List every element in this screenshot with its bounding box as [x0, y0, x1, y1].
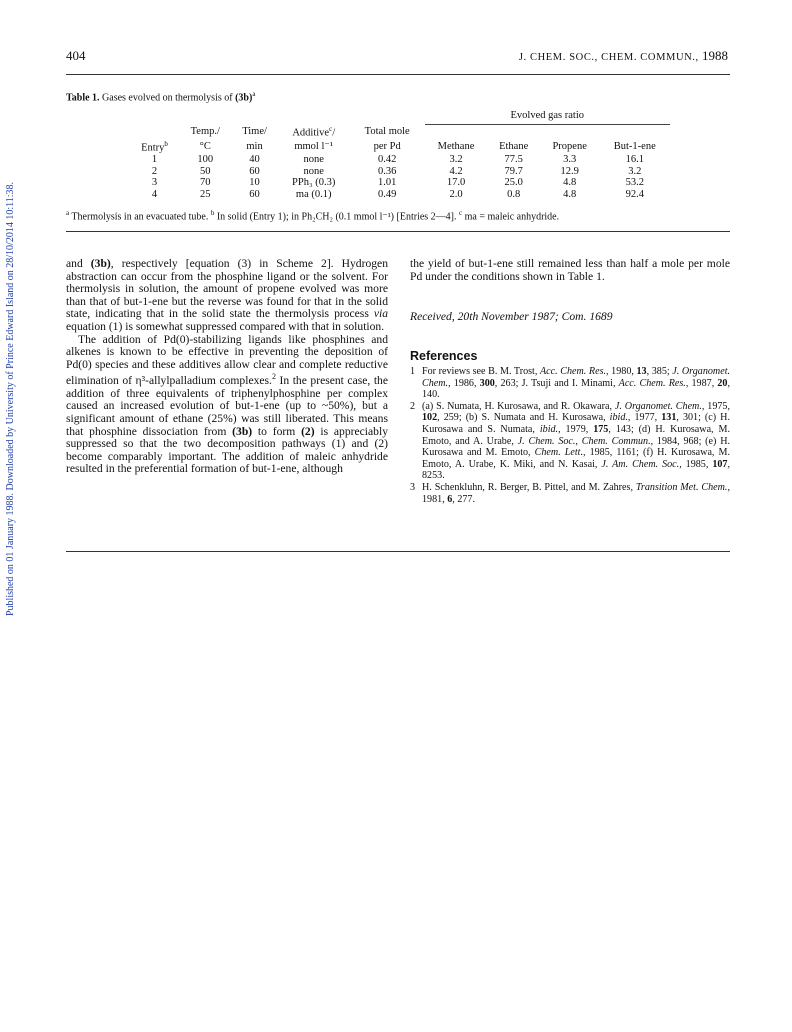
- table-caption-sup: a: [252, 90, 256, 98]
- table-cell: 0.36: [378, 165, 397, 177]
- table-row: [130, 166, 670, 178]
- table-cell: 1: [151, 154, 158, 165]
- table-bottom-rule: [66, 231, 730, 232]
- paragraph: The addition of Pd(0)-stabilizing ligands like phosphines and alkenes is known to be effective in preventing the deposition of Pd(0) species and these additives allow clear and complete reductive elimination of η³-allylpalladium complexes.$^2$ In the present case, the addition of three equivalents of triphenylphosphine per complex caused an increased evolution of but-1-ene (up to ~50%), but a significant amount of ethane (25%) was still liberated. This means that phosphine dissociation from (3b) to form (2) is appreciably suppressed so that the two decomposition pathways (1) and (2) become comparably important. The addition of maleic anhydride resulted in the preferential formation of but-1-ene, although: [66, 332, 388, 476]
- table-cell: 70: [200, 177, 211, 188]
- received-date: Received, 20th November 1987; Com. 1689: [410, 310, 613, 323]
- journal-year: 1988: [702, 48, 728, 63]
- table-cell: 92.4: [625, 188, 644, 200]
- table-cell: 4: [151, 188, 158, 200]
- table-cell: 4.2: [449, 165, 463, 177]
- table-header-cell: [425, 124, 488, 139]
- reference-text: 20: [717, 377, 728, 389]
- reference-text: J. Organomet. Chem.: [614, 400, 702, 412]
- table-cell: ma (0.1): [295, 188, 332, 200]
- table-header-row-1: [130, 124, 670, 139]
- reference-text: , 140.: [422, 377, 730, 401]
- reference-text: J. Chem. Soc., Chem. Commun.: [517, 435, 651, 447]
- table-cell: 60: [249, 165, 260, 177]
- table-cell: 2: [151, 165, 158, 177]
- reference-text: , 263; J. Tsuji and I. Minami,: [494, 377, 619, 389]
- reference-text: Acc. Chem. Res.: [540, 366, 607, 377]
- footnote-b-text: In solid (Entry 1); in Ph₂CH₂ (0.1 mmol l⁻¹) [Entries 2—4].: [214, 211, 460, 223]
- table-cell: 0.49: [378, 188, 397, 200]
- table-cell: 16.1: [625, 154, 644, 165]
- reference-text: 102: [422, 412, 438, 424]
- table-header-cell: [540, 124, 600, 139]
- page-number: 404: [66, 48, 86, 63]
- reference-item: [410, 482, 730, 505]
- reference-text: , 1980,: [606, 366, 637, 377]
- table-header-cell: min: [246, 140, 263, 152]
- table-body: [130, 154, 670, 200]
- footnote-b-sup: b: [210, 209, 215, 217]
- table-header-cell: Entry$^b$: [141, 140, 168, 154]
- reference-text: , 1985, 1161; (f) H. Kurosawa, M. Emoto, A. Urabe, K. Miki, and N. Kasai,: [422, 447, 730, 470]
- reference-text: 6: [447, 493, 453, 505]
- reference-text: , 1987,: [685, 377, 718, 389]
- table-cell: 4.8: [563, 188, 577, 200]
- table-cell: 77.5: [504, 154, 523, 165]
- reference-text: 175: [593, 423, 609, 435]
- table-header-cell: mmol l⁻¹: [294, 140, 334, 152]
- publication-stamp: Published on 01 January 1988. Downloaded by University of Prince Edward Island on 28/10/2014 10:11:38.: [5, 181, 16, 617]
- table-header-cell: [488, 124, 540, 139]
- table-cell: 50: [200, 165, 211, 177]
- reference-text: , 259; (b) S. Numata and H. Kurosawa,: [437, 412, 610, 424]
- table-cell: 0.42: [378, 154, 397, 165]
- reference-text: H. Schenkluhn, R. Berger, B. Pittel, and M. Zahres,: [422, 481, 636, 493]
- footnote-c-sup: c: [459, 209, 463, 217]
- table-header-cell: Total mole: [364, 125, 410, 137]
- reference-text: , 8253.: [422, 458, 730, 482]
- table-header-cell: Time/: [242, 125, 267, 137]
- table-cell: 17.0: [446, 177, 466, 188]
- reference-text: 13: [636, 366, 647, 377]
- table-cell: PPh₃ (0.3): [292, 177, 336, 188]
- table-row: [130, 154, 670, 166]
- table-footnote: [66, 209, 559, 222]
- references-heading: References: [410, 349, 478, 363]
- gas-ratio-table: [130, 110, 670, 200]
- table-header-cell: °C: [199, 140, 211, 152]
- reference-text: Transition Met. Chem.: [635, 481, 728, 493]
- table-cell: 1.01: [378, 177, 397, 188]
- reference-text: ibid.: [609, 412, 628, 424]
- reference-text: , 1985,: [679, 458, 713, 470]
- reference-text: 300: [479, 377, 495, 389]
- reference-text: , 1981,: [422, 481, 730, 505]
- footnote-c-text: ma = maleic anhydride.: [462, 211, 560, 223]
- reference-text: J. Am. Chem. Soc.: [601, 458, 680, 470]
- table-header-cell: Additive$^c$/: [292, 125, 336, 139]
- table-cell: 3.3: [563, 154, 577, 165]
- table-cell: 3.2: [449, 154, 463, 165]
- table-row: [130, 189, 670, 201]
- reference-text: J. Organomet. Chem.: [422, 366, 731, 389]
- reference-text: , 1986,: [448, 377, 480, 389]
- table-cell: 4.8: [563, 177, 577, 188]
- reference-item: [410, 366, 730, 401]
- reference-text: Chem. Lett.: [534, 447, 583, 459]
- reference-item: [410, 401, 730, 482]
- reference-number: 2: [410, 400, 416, 412]
- table-cell: 3: [151, 177, 158, 188]
- reference-number: 1: [410, 366, 416, 377]
- table-cell: 10: [249, 177, 260, 188]
- table-header-cell: Ethane: [499, 140, 529, 152]
- journal-name: J. CHEM. SOC., CHEM. COMMUN.,: [518, 52, 699, 63]
- table-cell: 12.9: [560, 165, 579, 177]
- table-cell: 53.2: [625, 177, 644, 188]
- header-rule: [66, 74, 730, 75]
- table-cell: 0.8: [507, 188, 521, 200]
- table-cell: none: [303, 154, 324, 165]
- footnote-a-text: Thermolysis in an evacuated tube.: [69, 211, 211, 223]
- left-column: [66, 258, 388, 476]
- right-column: [410, 258, 730, 283]
- reference-text: (a) S. Numata, H. Kurosawa, and R. Okawara,: [422, 400, 615, 412]
- reference-text: , 1979,: [558, 423, 594, 435]
- table-cell: 79.7: [504, 165, 523, 177]
- table-header-cell: [600, 124, 670, 139]
- table-cell: 25: [200, 188, 211, 200]
- reference-number: 3: [410, 481, 416, 493]
- table-header-cell: Propene: [552, 140, 587, 152]
- table-header-cell: But-1-ene: [613, 140, 656, 152]
- table-header-cell: [130, 124, 179, 139]
- reference-text: ibid.: [539, 423, 559, 435]
- reference-text: , 1975,: [701, 400, 730, 412]
- table-cell: 60: [249, 188, 260, 200]
- table-caption-text: Gases evolved on thermolysis of: [102, 92, 236, 104]
- table-row: [130, 177, 670, 189]
- paragraph: the yield of but-1-ene still remained less than half a mole per mole Pd under the conditions shown in Table 1.: [410, 257, 730, 283]
- table-header-cell: Methane: [437, 140, 475, 152]
- table-cell: none: [303, 165, 324, 177]
- footnote-a-sup: a: [66, 209, 70, 217]
- table-cell: 100: [197, 154, 214, 165]
- table-header-cell: per Pd: [373, 140, 401, 152]
- table-cell: 3.2: [628, 165, 642, 177]
- reference-text: For reviews see B. M. Trost,: [422, 366, 540, 377]
- reference-text: , 1977,: [627, 412, 662, 424]
- table-caption: [66, 90, 255, 103]
- reference-text: , 385;: [646, 366, 673, 377]
- reference-text: 107: [712, 458, 728, 470]
- paragraph: and (3b), respectively [equation (3) in Scheme 2]. Hydrogen abstraction can occur from the phosphine ligand or the solvent. For thermolysis in solution, the amount of propene evolved was more than that of but-1-ene but the reverse was found for that in the solid state, indicating that in the solid state the thermolysis process via equation (1) is somewhat suppressed compared with that in solution.: [66, 257, 388, 333]
- table-cell: 2.0: [449, 188, 463, 200]
- group-header-evolved-gas-ratio: Evolved gas ratio: [425, 110, 670, 124]
- reference-text: , 143; (d) H. Kurosawa, M. Emoto, and A. Urabe,: [422, 423, 731, 447]
- reference-text: , 277.: [452, 493, 475, 505]
- table-header-row-2: [130, 139, 670, 154]
- journal-header: [519, 48, 728, 64]
- reference-text: , 301; (c) H. Kurosawa and S. Numata,: [422, 412, 730, 435]
- table-caption-label: Table 1.: [66, 92, 100, 104]
- reference-text: 131: [661, 412, 677, 424]
- references-list: [410, 366, 730, 505]
- table-header-cell: Temp./: [190, 125, 220, 137]
- page-bottom-rule: [66, 551, 730, 552]
- table-cell: 40: [249, 154, 260, 165]
- reference-text: , 1984, 968; (e) H. Kurosawa and M. Emoto,: [422, 435, 731, 459]
- reference-text: Acc. Chem. Res.: [618, 377, 686, 389]
- table-caption-compound: (3b): [235, 92, 253, 104]
- table-cell: 25.0: [504, 177, 523, 188]
